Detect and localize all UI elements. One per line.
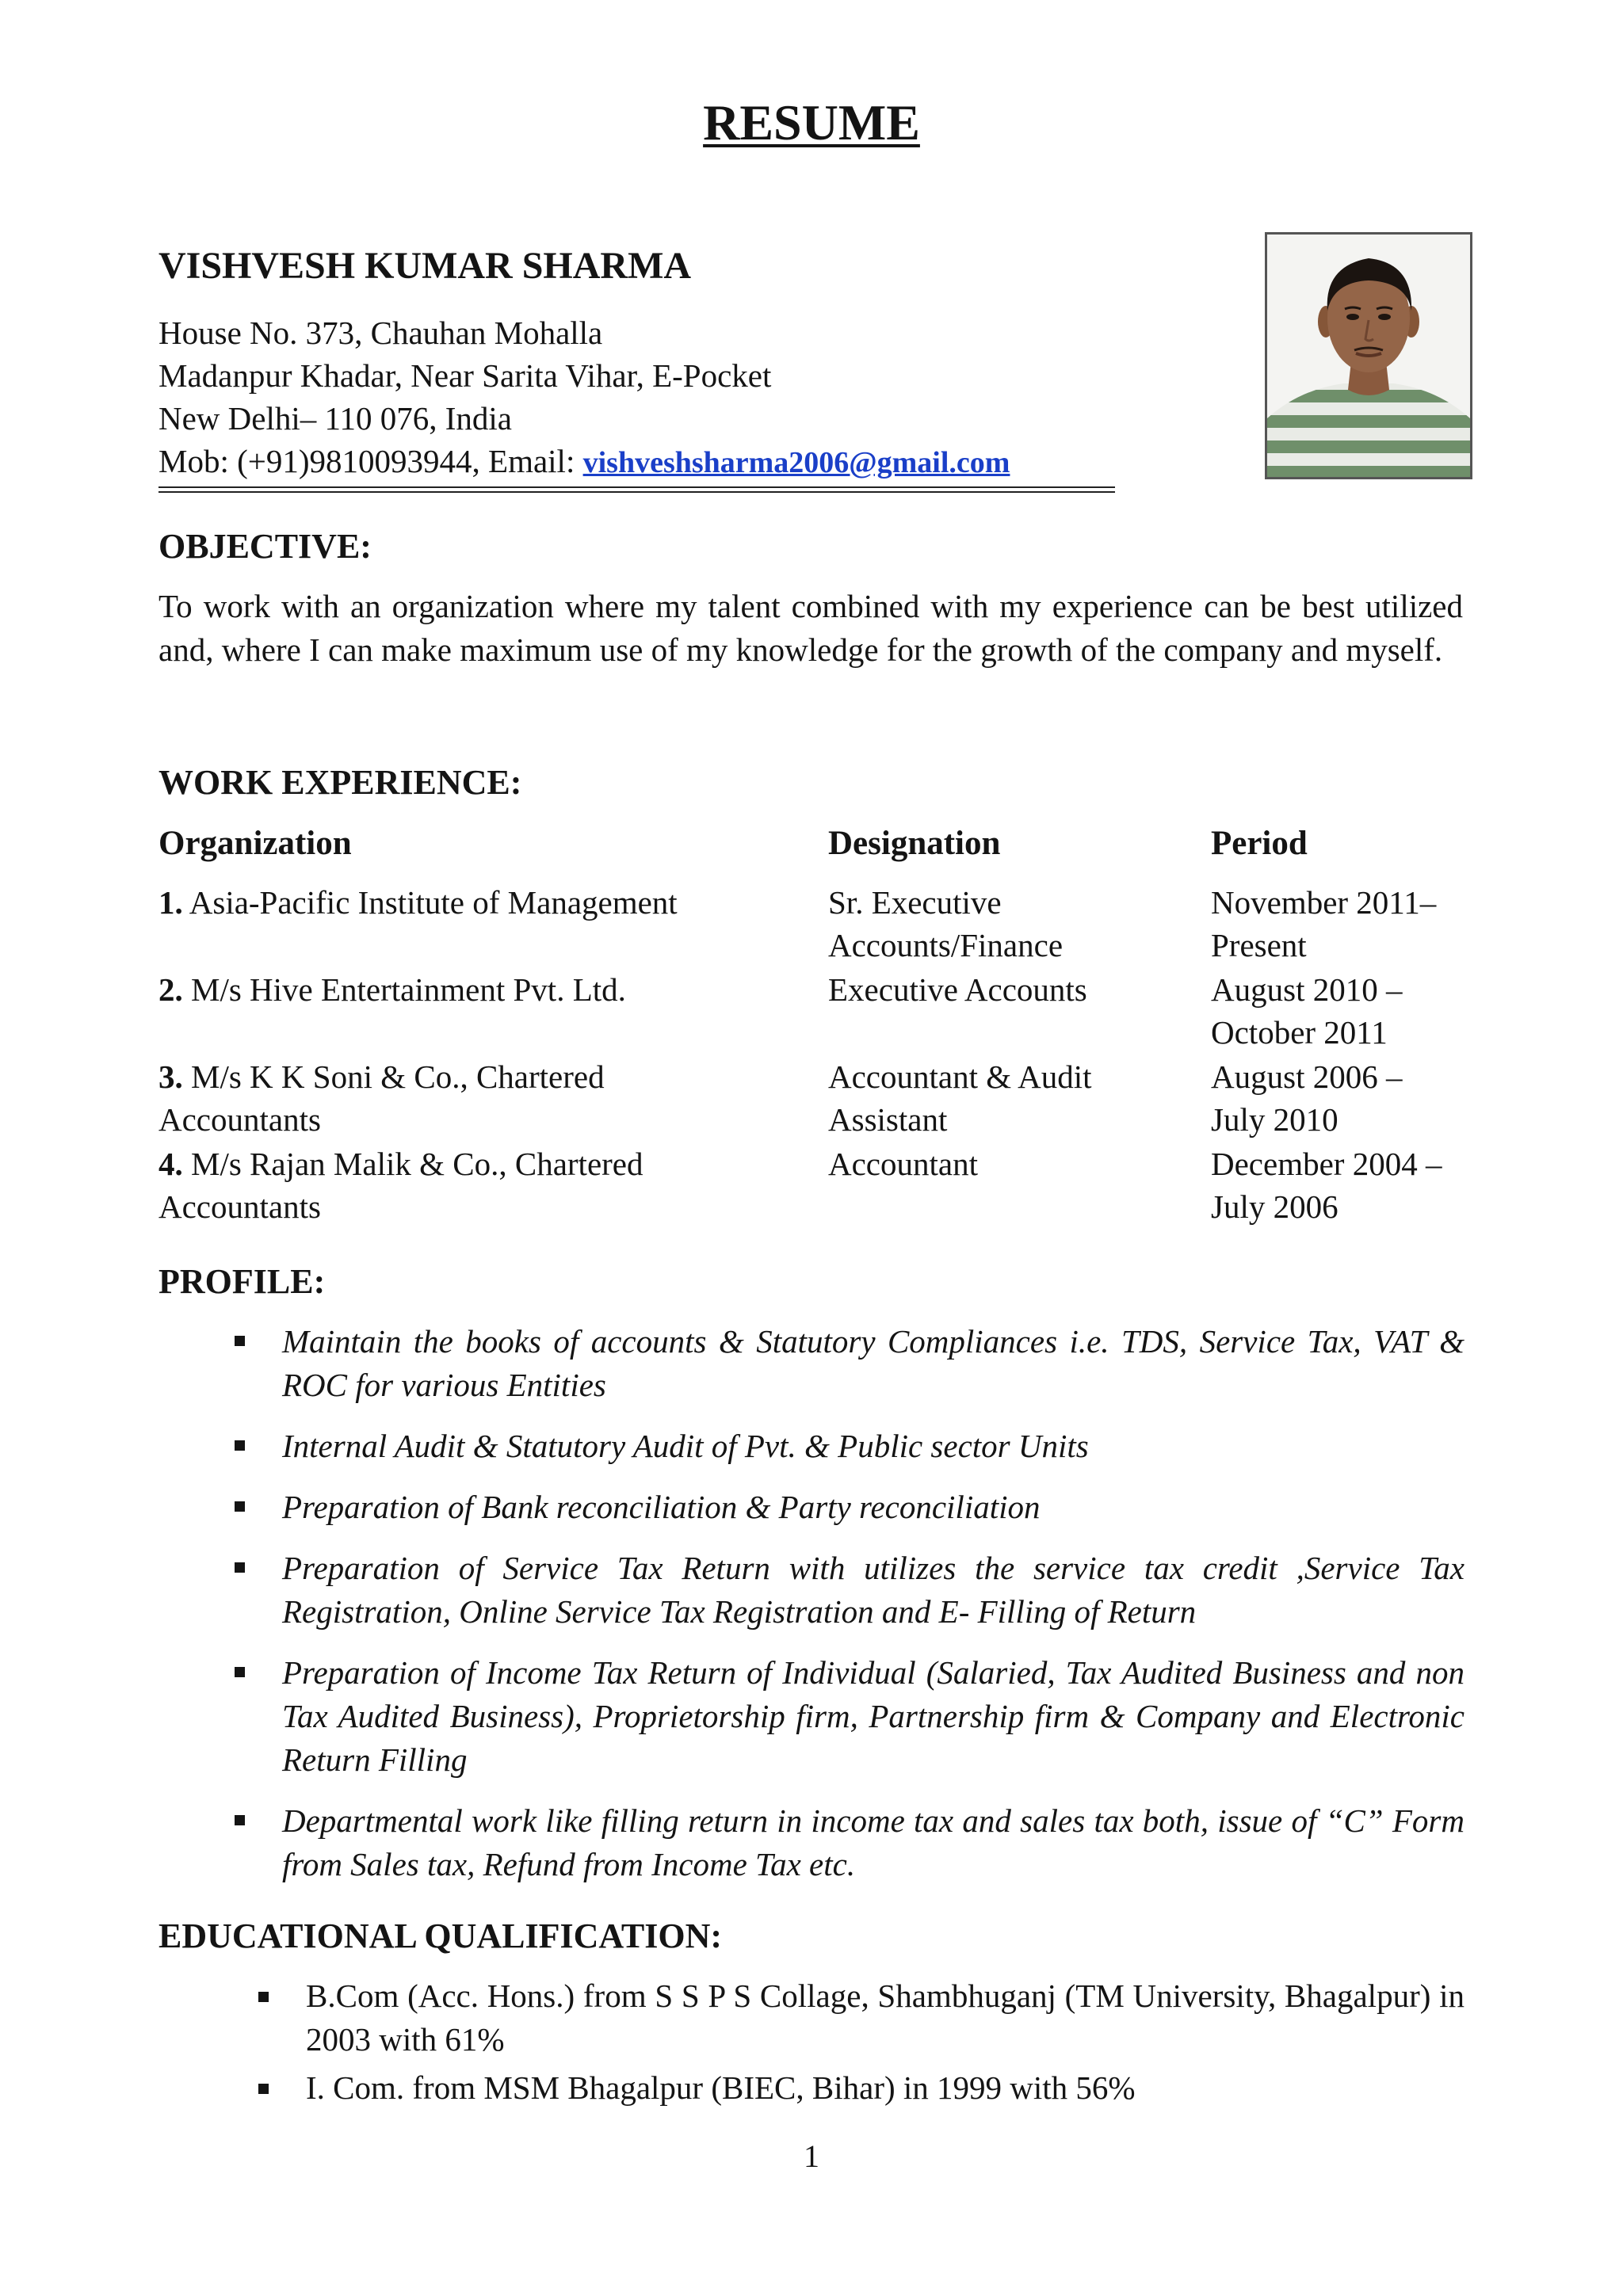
work-row-period: August 2010 – October 2011 (1211, 971, 1403, 1051)
address-line-1: House No. 373, Chauhan Mohalla (158, 315, 603, 351)
list-item (235, 1799, 1465, 1886)
column-header-organization: Organization (158, 825, 352, 862)
work-row-designation: Accountant (828, 1146, 978, 1182)
person-photo-icon (1267, 235, 1470, 477)
square-bullet-icon (235, 1440, 245, 1451)
list-item (235, 1547, 1465, 1634)
square-bullet-icon (235, 1667, 245, 1677)
candidate-name: VISHVESH KUMAR SHARMA (158, 245, 692, 287)
list-item-text: Preparation of Bank reconciliation & Party reconciliation (282, 1489, 1041, 1525)
square-bullet-icon (235, 1562, 245, 1573)
email-link[interactable]: vishveshsharma2006@gmail.com (582, 446, 1010, 479)
square-bullet-icon (235, 1336, 245, 1346)
list-item (235, 1320, 1465, 1407)
square-bullet-icon (235, 1501, 245, 1512)
objective-heading: OBJECTIVE: (158, 527, 372, 566)
list-item-text: I. Com. from MSM Bhagalpur (BIEC, Bihar) in 1999 with 56% (306, 2069, 1136, 2106)
list-item-text: Preparation of Income Tax Return of Individual (Salaried, Tax Audited Business and non Tax Audited Business), Proprietorship firm, Partnership firm & Company and Electronic Return Filling (282, 1654, 1465, 1778)
organization-name: M/s Hive Entertainment Pvt. Ltd. (191, 971, 626, 1008)
contact-divider (158, 486, 1115, 493)
education-heading: EDUCATIONAL QUALIFICATION: (158, 1917, 723, 1955)
work-row-period: November 2011– Present (1211, 884, 1437, 963)
square-bullet-icon (258, 1992, 269, 2002)
list-item (258, 2066, 1465, 2110)
list-item (258, 1974, 1465, 2061)
mobile-text: Mob: (+91)9810093944, Email: (158, 443, 583, 479)
contact-line (158, 442, 1010, 480)
work-row-period: December 2004 – July 2006 (1211, 1146, 1442, 1225)
list-item-text: Internal Audit & Statutory Audit of Pvt. & Public sector Units (282, 1428, 1089, 1464)
profile-heading: PROFILE: (158, 1262, 326, 1301)
square-bullet-icon (258, 2084, 269, 2094)
profile-list (235, 1320, 1465, 1904)
address-line-3: New Delhi– 110 076, India (158, 400, 512, 437)
document-title: RESUME (703, 94, 920, 151)
work-row-period: August 2006 – July 2010 (1211, 1058, 1403, 1138)
work-row-designation: Sr. Executive Accounts/Finance (828, 884, 1064, 963)
work-row-designation: Accountant & Audit Assistant (828, 1058, 1092, 1138)
address-line-2: Madanpur Khadar, Near Sarita Vihar, E-Pocket (158, 357, 772, 394)
page-number: 1 (804, 2138, 819, 2174)
list-item-text: Preparation of Service Tax Return with utilizes the service tax credit ,Service Tax Registration, Online Service Tax Registration and E- Filling of Return (282, 1550, 1465, 1630)
candidate-photo (1265, 232, 1472, 479)
education-list (258, 1974, 1465, 2115)
row-number: 3. (158, 1058, 183, 1095)
square-bullet-icon (235, 1815, 245, 1825)
work-row-organization (158, 1142, 729, 1228)
work-row-organization (158, 881, 792, 924)
work-row-organization (158, 968, 792, 1011)
work-row-designation: Executive Accounts (828, 971, 1087, 1008)
row-number: 1. (158, 884, 183, 921)
list-item-text: Maintain the books of accounts & Statutory Compliances i.e. TDS, Service Tax, VAT & ROC for various Entities (282, 1323, 1465, 1403)
list-item-text: Departmental work like filling return in income tax and sales tax both, issue of “C” Form from Sales tax, Refund from Income Tax etc. (282, 1802, 1465, 1882)
list-item (235, 1425, 1465, 1468)
row-number: 4. (158, 1146, 183, 1182)
column-header-designation: Designation (828, 825, 1001, 862)
organization-name: Asia-Pacific Institute of Management (189, 884, 678, 921)
column-header-period: Period (1211, 825, 1308, 862)
objective-text: To work with an organization where my talent combined with my experience can be best utilized and, where I can make maximum use of my knowledge for the growth of the company and myself. (158, 588, 1463, 668)
organization-name: M/s K K Soni & Co., Chartered Accountants (158, 1058, 605, 1138)
work-row-organization (158, 1055, 729, 1141)
list-item-text: B.Com (Acc. Hons.) from S S P S Collage, Shambhuganj (TM University, Bhagalpur) in 2003 with 61% (306, 1978, 1465, 2058)
organization-name: M/s Rajan Malik & Co., Chartered Accountants (158, 1146, 643, 1225)
list-item (235, 1651, 1465, 1782)
row-number: 2. (158, 971, 183, 1008)
list-item (235, 1486, 1465, 1529)
work-experience-heading: WORK EXPERIENCE: (158, 763, 522, 802)
